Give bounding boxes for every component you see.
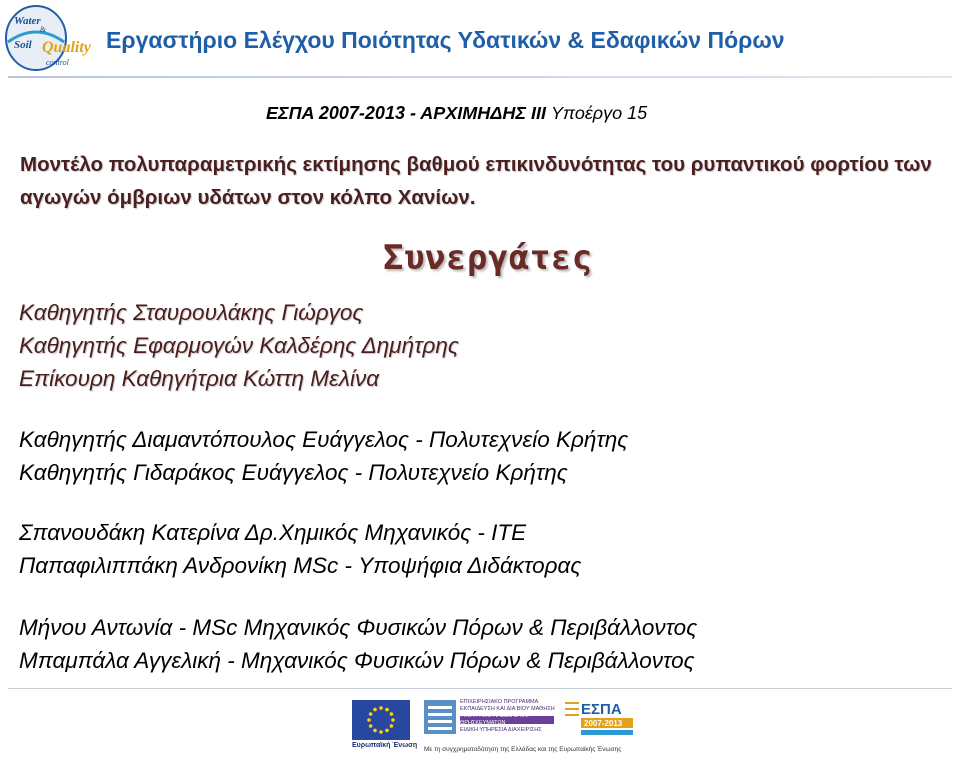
- espa-label: ΕΣΠΑ: [581, 701, 622, 718]
- espa-years: 2007-2013: [584, 719, 623, 728]
- espa-logo: [563, 698, 635, 740]
- collaborator-line: Καθηγητής Εφαρμογών Καλδέρης Δημήτρης: [19, 333, 459, 358]
- eu-caption: Ευρωπαϊκή Ένωση: [352, 742, 418, 749]
- section-heading: Συνεργάτες: [383, 238, 593, 278]
- collaborator-line: Μήνου Αντωνία - MSc Μηχανικός Φυσικών Πόρων & Περιβάλλοντος: [19, 615, 698, 640]
- eu-flag-icon: [352, 700, 410, 740]
- ministry-line: ΕΠΙΧΕΙΡΗΣΙΑΚΟ ΠΡΟΓΡΑΜΜΑ: [460, 699, 539, 705]
- tuc-group: [19, 423, 628, 489]
- svg-text:control: control: [46, 58, 69, 67]
- funding-caption: Με τη συγχρηματοδότηση της Ελλάδας και της Ευρωπαϊκής Ένωσης: [424, 746, 622, 753]
- ministry-line: ΥΠΟΥΡΓΕΙΟ ΠΑΙΔΕΙΑΣ ΚΑΙ ΘΡΗΣΚΕΥΜΑΤΩΝ: [460, 713, 529, 726]
- ministry-line: ΕΚΠΑΙΔΕΥΣΗ ΚΑΙ ΔΙΑ ΒΙΟΥ ΜΑΘΗΣΗ: [460, 706, 555, 712]
- water-soil-quality-logo: [2, 2, 98, 72]
- project-line: [266, 103, 647, 124]
- header-divider: [8, 76, 952, 78]
- collaborator-line: Μπαμπάλα Αγγελική - Μηχανικός Φυσικών Πόρων & Περιβάλλοντος: [19, 648, 695, 673]
- collaborator-line: Σπανουδάκη Κατερίνα Δρ.Χημικός Μηχανικός - ΙΤΕ: [19, 520, 527, 545]
- ministry-text: [460, 699, 560, 734]
- faculty-group: [19, 296, 459, 395]
- collaborator-line: Καθηγητής Γιδαράκος Ευάγγελος - Πολυτεχνείο Κρήτης: [19, 460, 568, 485]
- collaborator-line: Παπαφιλιππάκη Ανδρονίκη MSc - Υποψήφια Διδάκτορας: [19, 553, 582, 578]
- svg-text:&: &: [40, 25, 47, 34]
- org-title: Εργαστήριο Ελέγχου Ποιότητας Υδατικών & Εδαφικών Πόρων: [106, 27, 785, 53]
- collaborator-line: Επίκουρη Καθηγήτρια Κώττη Μελίνα: [19, 366, 380, 391]
- researchers-group: [19, 516, 581, 582]
- ministry-line: ΕΙΔΙΚΗ ΥΠΗΡΕΣΙΑ ΔΙΑΧΕΙΡΙΣΗΣ: [460, 727, 542, 733]
- footer-divider: [8, 688, 952, 689]
- subproject-label: Υποέργο 15: [551, 103, 648, 123]
- engineers-group: [19, 611, 697, 677]
- svg-text:Soil: Soil: [14, 39, 32, 51]
- model-title: Μοντέλο πολυπαραμετρικής εκτίμησης βαθμού επικινδυνότητας του ρυπαντικού φορτίου των αγωγών όμβριων υδάτων στον κόλπο Χανίων.: [20, 153, 932, 209]
- collaborator-line: Καθηγητής Διαμαντόπουλος Ευάγγελος - Πολυτεχνείο Κρήτης: [19, 427, 629, 452]
- program-label: ΕΣΠΑ 2007-2013 - ΑΡΧΙΜΗΔΗΣ ΙΙΙ: [266, 103, 547, 123]
- svg-text:Quality: Quality: [42, 39, 91, 56]
- svg-text:Water: Water: [14, 15, 41, 27]
- collaborator-line: Καθηγητής Σταυρουλάκης Γιώργος: [19, 300, 364, 325]
